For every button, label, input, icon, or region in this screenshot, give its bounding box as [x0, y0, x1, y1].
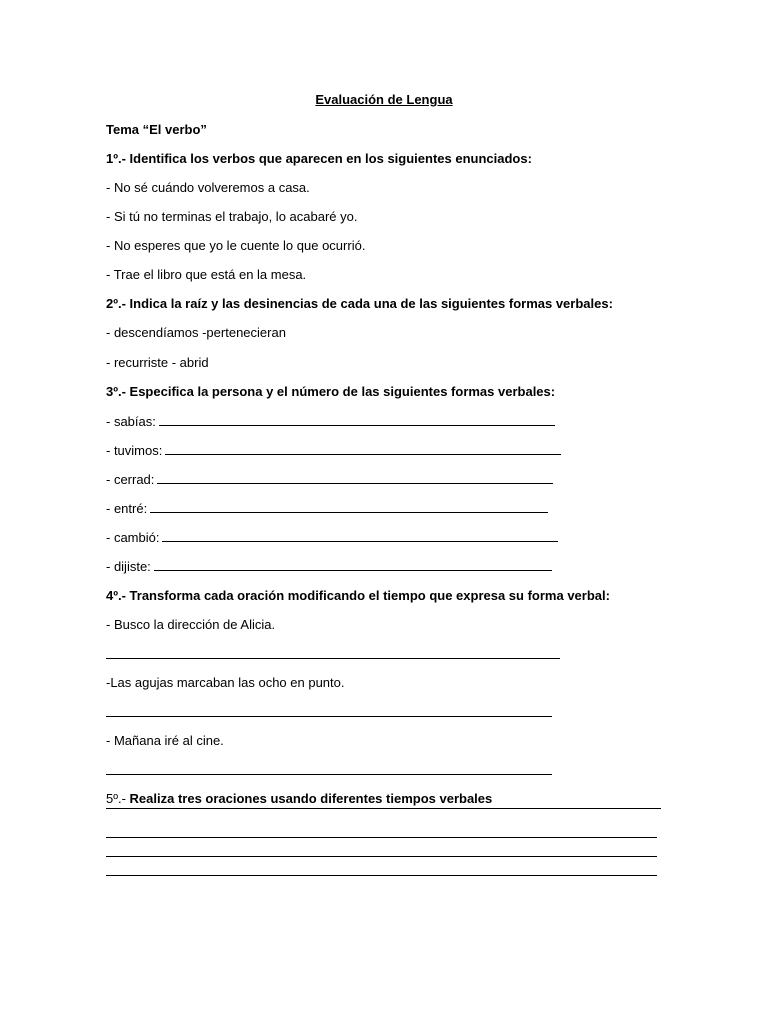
q3-item-label: - cerrad: — [106, 472, 155, 487]
question-3-heading: 3º.- Especifica la persona y el número de las siguientes formas verbales: — [106, 384, 556, 399]
q4-item: - Mañana iré al cine. — [106, 733, 224, 748]
q4-item: -Las agujas marcaban las ocho en punto. — [106, 675, 345, 690]
q3-row — [106, 558, 552, 575]
answer-line[interactable] — [106, 856, 657, 857]
q4-item: - Busco la dirección de Alicia. — [106, 617, 276, 632]
q3-item-label: - entré: — [106, 501, 148, 516]
question-5-heading — [106, 791, 492, 807]
document-title: Evaluación de Lengua — [315, 92, 453, 107]
q3-row — [106, 413, 555, 430]
answer-line[interactable] — [106, 837, 657, 838]
q1-item: - No esperes que yo le cuente lo que ocurrió. — [106, 238, 366, 253]
q1-item: - Trae el libro que está en la mesa. — [106, 267, 307, 282]
answer-line[interactable] — [106, 658, 560, 659]
q1-item: - No sé cuándo volveremos a casa. — [106, 180, 310, 195]
question-5-text: Realiza tres oraciones usando diferentes tiempos verbales — [129, 791, 493, 806]
q3-row — [106, 529, 558, 546]
q3-item-label: - tuvimos: — [106, 443, 163, 458]
question-2-heading: 2º.- Indica la raíz y las desinencias de cada una de las siguientes formas verbales: — [106, 296, 613, 311]
q1-item: - Si tú no terminas el trabajo, lo acabaré yo. — [106, 209, 358, 224]
answer-line[interactable] — [159, 413, 555, 426]
answer-line[interactable] — [162, 529, 558, 542]
q3-item-label: - sabías: — [106, 414, 156, 429]
answer-line[interactable] — [154, 558, 552, 571]
q2-item: - descendíamos -pertenecieran — [106, 325, 286, 340]
q3-item-label: - dijiste: — [106, 559, 151, 574]
q3-row — [106, 471, 553, 488]
answer-line[interactable] — [106, 875, 657, 876]
answer-line[interactable] — [106, 808, 661, 809]
answer-line[interactable] — [165, 442, 561, 455]
q3-row — [106, 500, 548, 517]
q2-item: - recurriste - abrid — [106, 355, 209, 370]
q3-item-label: - cambió: — [106, 530, 160, 545]
answer-line[interactable] — [150, 500, 548, 513]
answer-line[interactable] — [106, 774, 552, 775]
question-1-heading: 1º.- Identifica los verbos que aparecen en los siguientes enunciados: — [106, 151, 532, 166]
answer-line[interactable] — [157, 471, 553, 484]
question-4-heading: 4º.- Transforma cada oración modificando el tiempo que expresa su forma verbal: — [106, 588, 610, 603]
answer-line[interactable] — [106, 716, 552, 717]
q3-row — [106, 442, 561, 459]
question-5-number: 5º.- — [106, 791, 126, 806]
topic-heading: Tema “El verbo” — [106, 122, 207, 137]
